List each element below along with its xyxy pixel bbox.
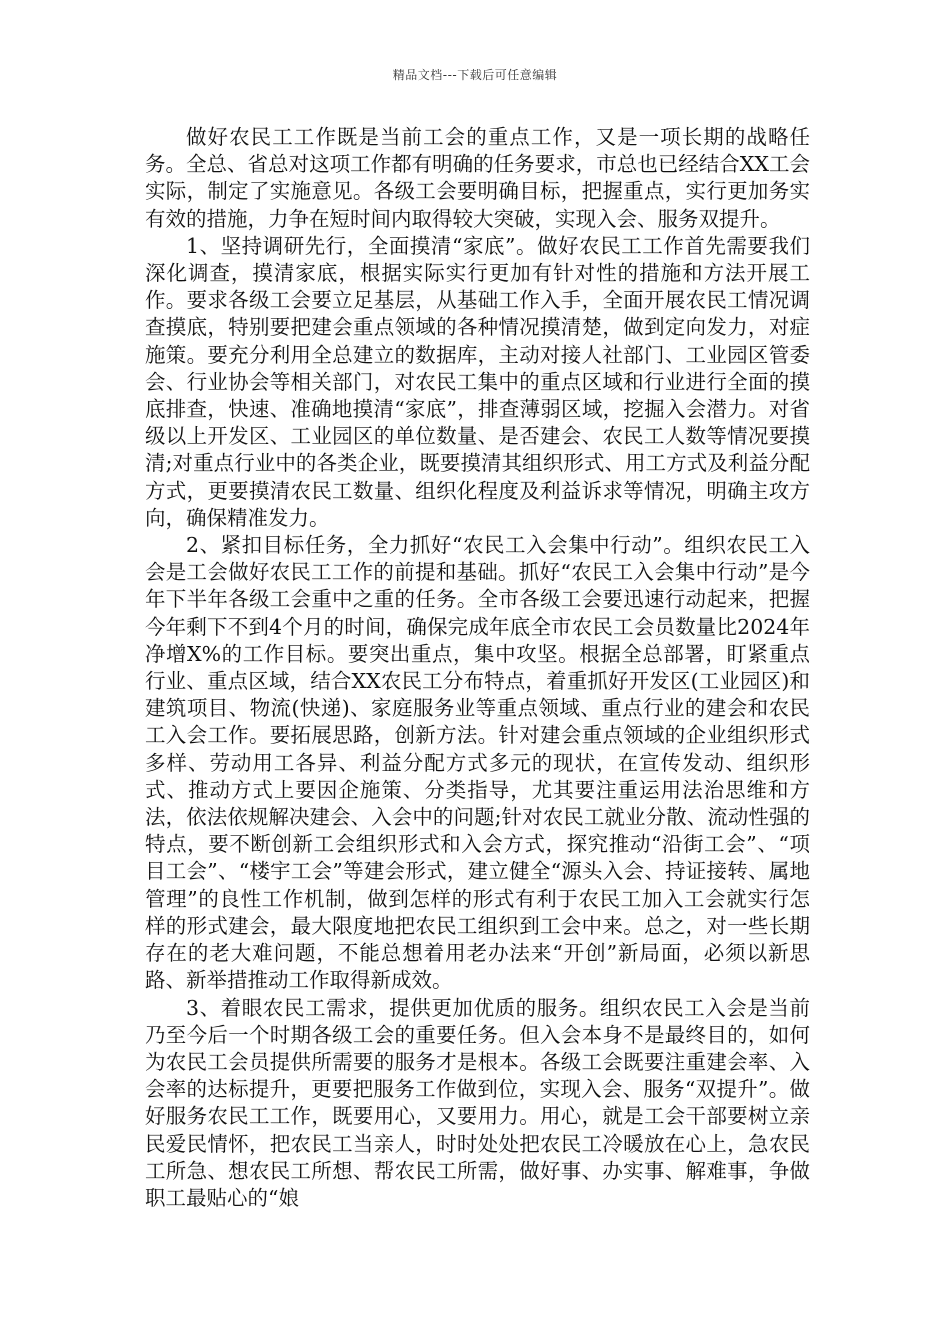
page-header: 精品文档---下载后可任意编辑 [392,68,558,82]
paragraph-section-2: 2、紧扣目标任务，全力抓好“农民工入会集中行动”。组织农民工入会是工会做好农民工工作的前提和基础。抓好“农民工入会集中行动”是今年下半年各级工会重中之重的任务。全市各级工会要迅速行动起来，把握今年剩下不到4个月的时间，确保完成年底全市农民工会员数量比2024年净增X%的工作目标。要突出重点，集中攻坚。根据全总部署，盯紧重点行业、重点区域，结合XX农民工分布特点，着重抓好开发区(工业园区)和建筑项目、物流(快递)、家庭服务业等重点领域、重点行业的建会和农民工入会工作。要拓展思路，创新方法。针对建会重点领域的企业组织形式多样、劳动用工各异、利益分配方式多元的现状，在宣传发动、组织形式、推动方式上要因企施策、分类指导，尤其要注重运用法治思维和方法，依法依规解决建会、入会中的问题;针对农民工就业分散、流动性强的特点，要不断创新工会组织形式和入会方式，探究推动“沿街工会”、“项目工会”、“楼宇工会”等建会形式，建立健全“源头入会、持证接转、属地管理”的良性工作机制，做到怎样的形式有利于农民工加入工会就实行怎样的形式建会，最大限度地把农民工组织到工会中来。总之，对一些长期存在的老大难问题，不能总想着用老办法来“开创”新局面，必须以新思路、新举措推动工作取得新成效。 [145,533,810,993]
document-body [145,124,810,1212]
paragraph-section-3: 3、着眼农民工需求，提供更加优质的服务。组织农民工入会是当前乃至今后一个时期各级工会的重要任务。但入会本身不是最终目的，如何为农民工会员提供所需要的服务才是根本。各级工会既要注重建会率、入会率的达标提升，更要把服务工作做到位，实现入会、服务“双提升”。做好服务农民工工作，既要用心，又要用力。用心，就是工会干部要树立亲民爱民情怀，把农民工当亲人，时时处处把农民工冷暖放在心上，急农民工所急、想农民工所想、帮农民工所需，做好事、办实事、解难事，争做职工最贴心的“娘 [145,995,810,1210]
paragraph-intro: 做好农民工工作既是当前工会的重点工作，又是一项长期的战略任务。全总、省总对这项工作都有明确的任务要求，市总也已经结合XX工会实际，制定了实施意见。各级工会要明确目标，把握重点，实行更加务实有效的措施，力争在短时间内取得较大突破，实现入会、服务双提升。 [145,125,810,231]
paragraph-section-1: 1、坚持调研先行，全面摸清“家底”。做好农民工工作首先需要我们深化调查，摸清家底，根据实际实行更加有针对性的措施和方法开展工作。要求各级工会要立足基层，从基础工作入手，全面开展农民工情况调查摸底，特别要把建会重点领域的各种情况摸清楚，做到定向发力，对症施策。要充分利用全总建立的数据库，主动对接人社部门、工业园区管委会、行业协会等相关部门，对农民工集中的重点区域和行业进行全面的摸底排查，快速、准确地摸清“家底”，排查薄弱区域，挖掘入会潜力。对省级以上开发区、工业园区的单位数量、是否建会、农民工人数等情况要摸清;对重点行业中的各类企业，既要摸清其组织形式、用工方式及利益分配方式，更要摸清农民工数量、组织化程度及利益诉求等情况，明确主攻方向，确保精准发力。 [145,233,810,530]
